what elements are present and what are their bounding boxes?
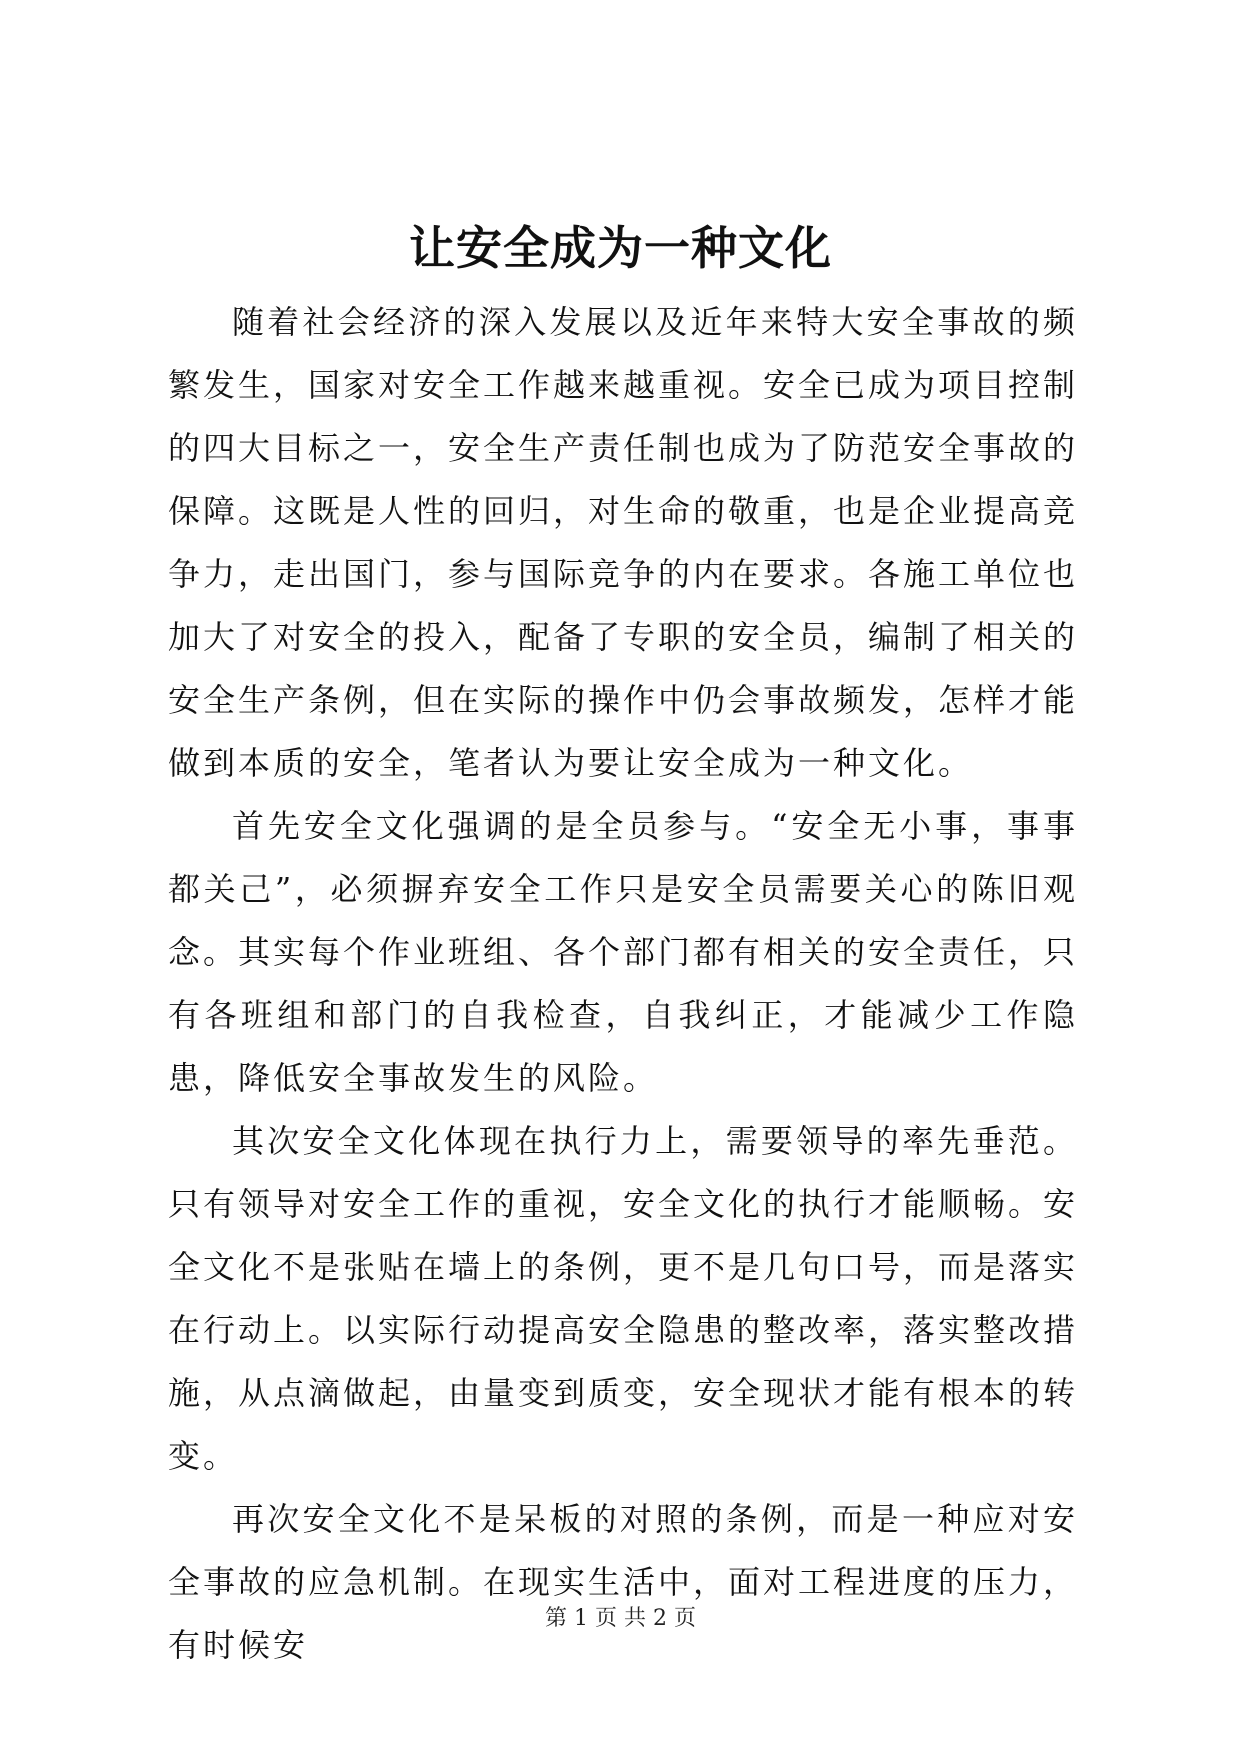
document-body (168, 291, 1078, 1677)
page-number-footer: 第 1 页 共 2 页 (545, 1606, 696, 1631)
document-title: 让安全成为一种文化 (409, 221, 832, 275)
paragraph-4: 再次安全文化不是呆板的对照的条例，而是一种应对安全事故的应急机制。在现实生活中，面对工程进度的压力，有时候安 (168, 1500, 1079, 1664)
paragraph-3: 其次安全文化体现在执行力上，需要领导的率先垂范。只有领导对安全工作的重视，安全文化的执行才能顺畅。安全文化不是张贴在墙上的条例，更不是几句口号，而是落实在行动上。以实际行动提高安全隐患的整改率，落实整改措施，从点滴做起，由量变到质变，安全现状才能有根本的转变。 (168, 1122, 1079, 1475)
paragraph-1: 随着社会经济的深入发展以及近年来特大安全事故的频繁发生，国家对安全工作越来越重视。安全已成为项目控制的四大目标之一，安全生产责任制也成为了防范安全事故的保障。这既是人性的回归，对生命的敬重，也是企业提高竞争力，走出国门，参与国际竞争的内在要求。各施工单位也加大了对安全的投入，配备了专职的安全员，编制了相关的安全生产条例，但在实际的操作中仍会事故频发，怎样才能做到本质的安全，笔者认为要让安全成为一种文化。 (168, 303, 1079, 782)
paragraph-2: 首先安全文化强调的是全员参与。“安全无小事，事事都关己”，必须摒弃安全工作只是安全员需要关心的陈旧观念。其实每个作业班组、各个部门都有相关的安全责任，只有各班组和部门的自我检查，自我纠正，才能减少工作隐患，降低安全事故发生的风险。 (168, 807, 1079, 1097)
